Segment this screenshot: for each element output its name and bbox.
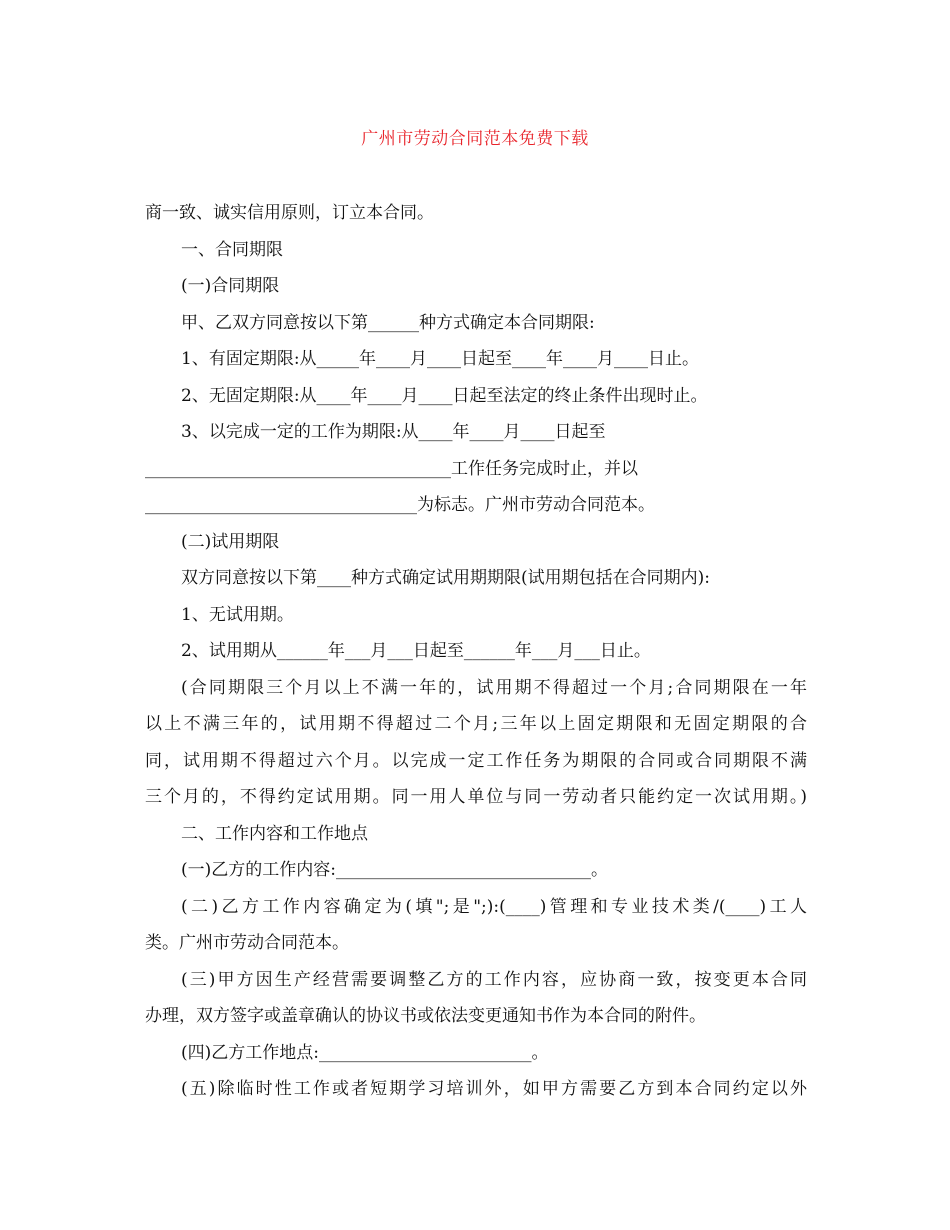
- text-line: 以上不满三年的，试用期不得超过二个月;三年以上固定期限和无固定期限的合: [145, 714, 807, 734]
- text-line: (五)除临时性工作或者短期学习培训外，如甲方需要乙方到本合同约定以外: [181, 1079, 807, 1099]
- subsection-heading: (二)试用期限: [181, 531, 280, 552]
- text-line: 三个月的，不得约定试用期。同一用人单位与同一劳动者只能约定一次试用期。): [145, 787, 807, 807]
- text-line: (四)乙方工作地点:_________________________。: [181, 1042, 549, 1063]
- text-line: ____________________________________工作任务完成时止，并以: [145, 458, 638, 479]
- text-line: (合同期限三个月以上不满一年的，试用期不得超过一个月;合同期限在一年: [181, 677, 807, 698]
- text-line: (三)甲方因生产经营需要调整乙方的工作内容，应协商一致，按变更本合同: [181, 969, 807, 990]
- text-line: 3、以完成一定的工作为期限:从____年____月____日起至: [181, 422, 606, 442]
- text-line: 同，试用期不得超过六个月。以完成一定工作任务为期限的合同或合同期限不满: [145, 750, 807, 771]
- text-line: 商一致、诚实信用原则，订立本合同。: [145, 203, 434, 223]
- text-line: 办理，双方签字或盖章确认的协议书或依法变更通知书作为本合同的附件。: [145, 1006, 706, 1026]
- text-line: ________________________________为标志。广州市劳动合同范本。: [145, 495, 655, 515]
- section-heading: 二、工作内容和工作地点: [181, 823, 368, 844]
- text-line: 2、试用期从______年___月___日起至______年___月___日止。: [181, 641, 651, 661]
- text-line: 1、有固定期限:从_____年____月____日起至____年____月____日止。: [181, 349, 700, 369]
- text-line: 双方同意按以下第____种方式确定试用期期限(试用期包括在合同期内):: [181, 568, 710, 588]
- document-body: [145, 195, 807, 1108]
- text-line: 1、无试用期。: [181, 604, 294, 625]
- text-line: 类。广州市劳动合同范本。: [145, 933, 349, 953]
- text-line: (一)乙方的工作内容:______________________________。: [181, 860, 608, 880]
- text-line: 2、无固定期限:从____年____月____日起至法定的终止条件出现时止。: [181, 385, 708, 406]
- text-line: 甲、乙双方同意按以下第______种方式确定本合同期限:: [181, 312, 595, 333]
- section-heading: 一、合同期限: [181, 239, 283, 260]
- text-line: (二)乙方工作内容确定为(填";是";):(____)管理和专业技术类/(____)工人: [181, 896, 807, 917]
- document-title: 广州市劳动合同范本免费下载: [361, 129, 589, 149]
- subsection-heading: (一)合同期限: [181, 276, 280, 296]
